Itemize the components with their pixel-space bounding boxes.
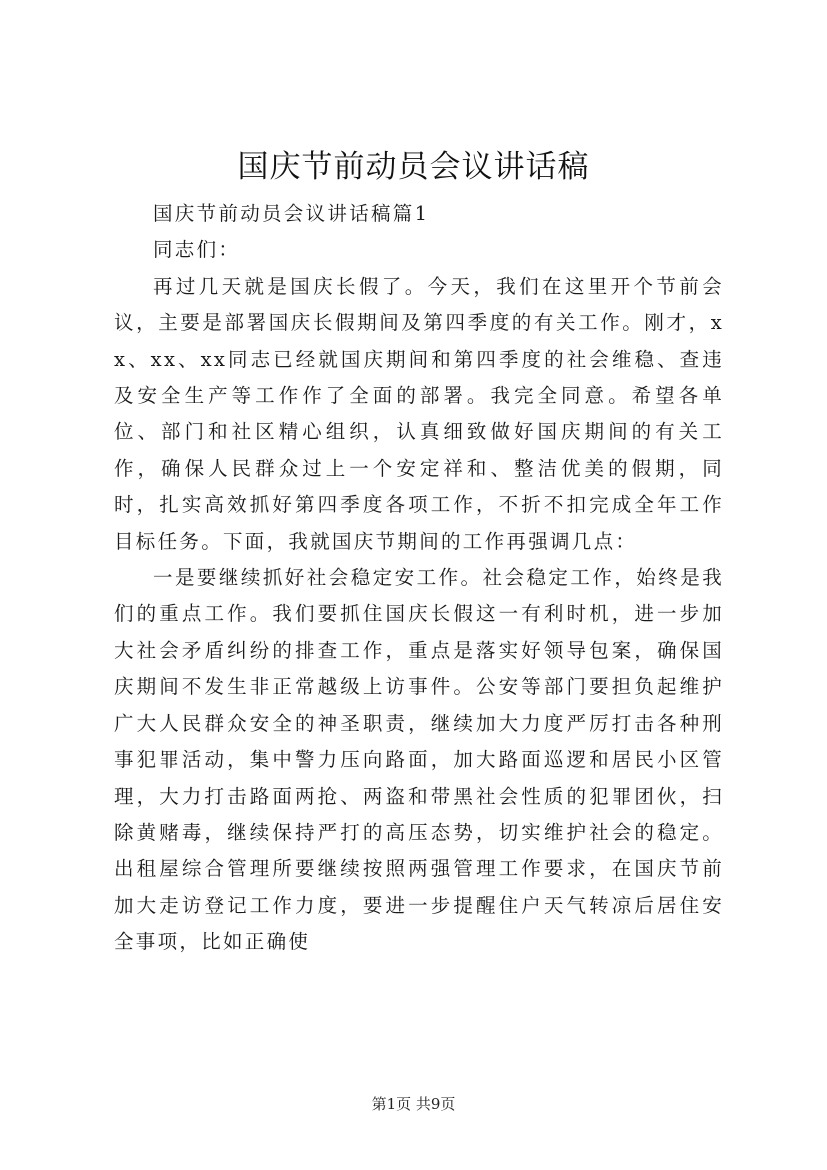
document-body [114,196,724,961]
paragraph: 再过几天就是国庆长假了。今天，我们在这里开个节前会议，主要是部署国庆长假期间及第四季度的有关工作。刚才，xx、xx、xx同志已经就国庆期间和第四季度的社会维稳、查违及安全生产等工作作了全面的部署。我完全同意。希望各单位、部门和社区精心组织，认真细致做好国庆期间的有关工作，确保人民群众过上一个安定祥和、整洁优美的假期，同时，扎实高效抓好第四季度各项工作，不折不扣完成全年工作目标任务。下面，我就国庆节期间的工作再强调几点： [114,274,724,553]
section-heading: 国庆节前动员会议讲话稿篇1 [153,202,430,225]
page-footer: 第1页 共9页 [371,1095,456,1113]
salutation: 同志们： [153,238,241,262]
document-title: 国庆节前动员会议讲话稿 [237,149,590,185]
paragraph: 一是要继续抓好社会稳定安工作。社会稳定工作，始终是我们的重点工作。我们要抓住国庆长假这一有利时机，进一步加大社会矛盾纠纷的排查工作，重点是落实好领导包案，确保国庆期间不发生非正常越级上访事件。公安等部门要担负起维护广大人民群众安全的神圣职责，继续加大力度严厉打击各种刑事犯罪活动，集中警力压向路面，加大路面巡逻和居民小区管理，大力打击路面两抢、两盗和带黑社会性质的犯罪团伙，扫除黄赌毒，继续保持严打的高压态势，切实维护社会的稳定。出租屋综合管理所要继续按照两强管理工作要求，在国庆节前加大走访登记工作力度，要进一步提醒住户天气转凉后居住安全事项，比如正确使 [114,566,724,954]
